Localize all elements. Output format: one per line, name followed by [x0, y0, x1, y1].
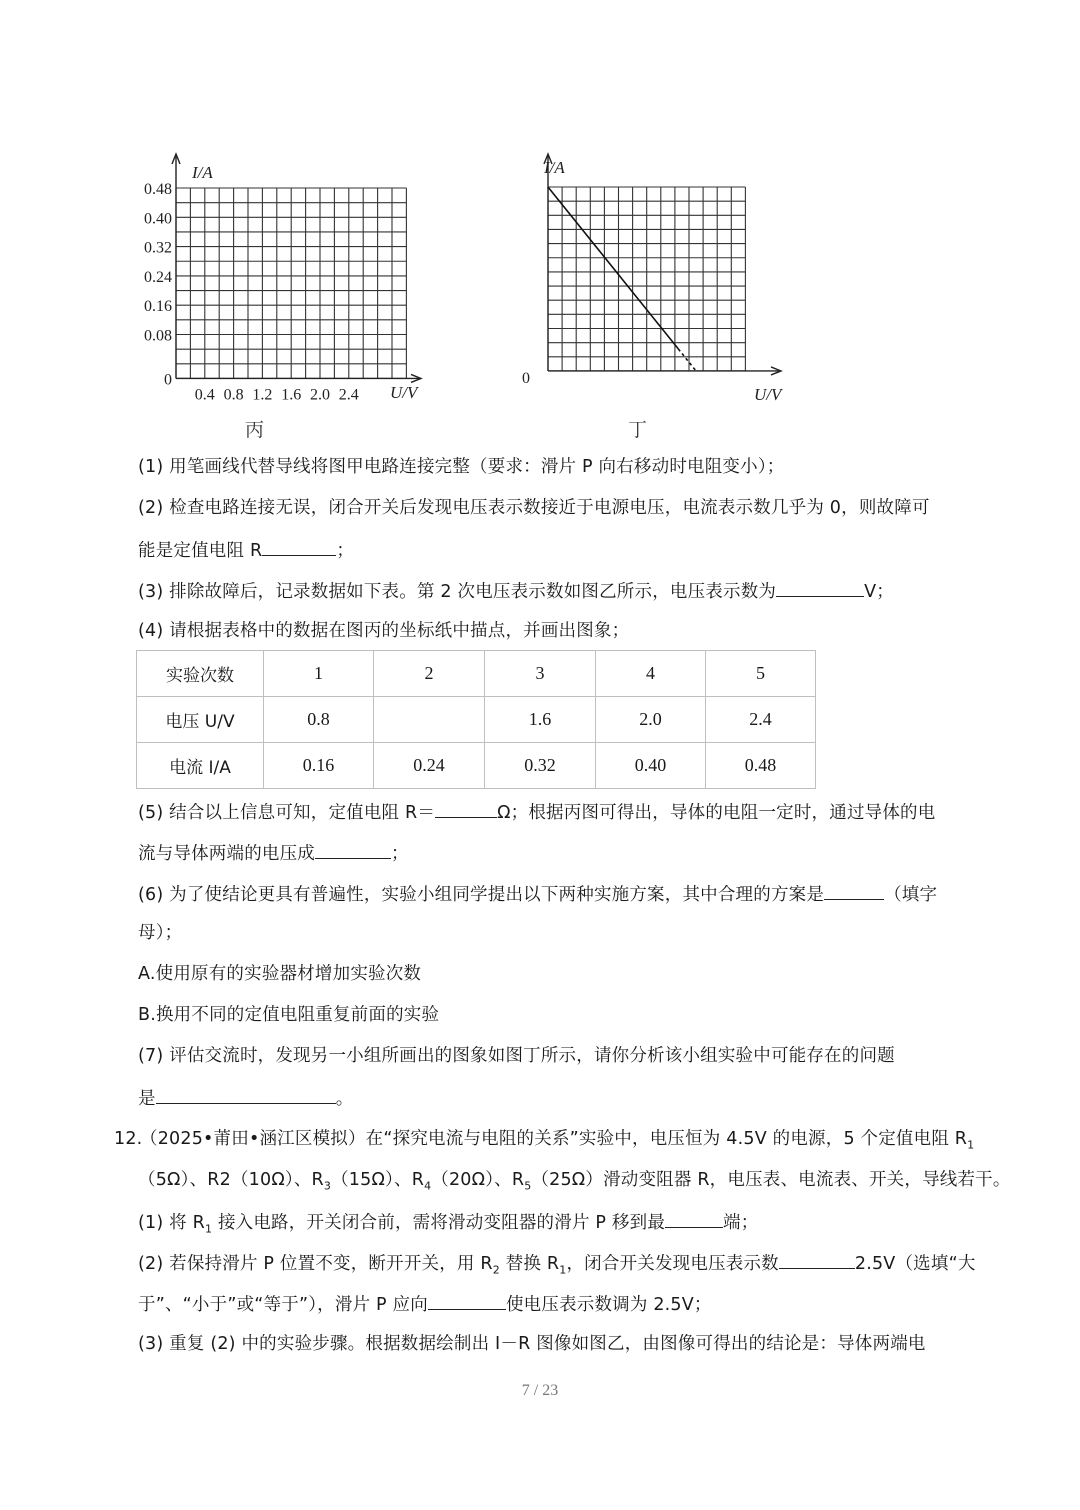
- y-tick-label: 0.32: [144, 239, 172, 257]
- subscript: 5: [524, 1179, 532, 1193]
- answer-blank-fault[interactable]: [262, 537, 336, 556]
- answer-blank-resistance[interactable]: [435, 799, 497, 818]
- x-tick-label: 2.4: [338, 386, 359, 404]
- y-tick-label: 0.08: [144, 327, 172, 345]
- q12-part2-text: (2) 若保持滑片 P 位置不变，断开开关，用 R: [138, 1254, 493, 1274]
- origin-label: 0: [522, 369, 530, 387]
- graph-line: [548, 187, 678, 349]
- table-cell: 0.8: [264, 697, 374, 743]
- y-tick-label: 0: [164, 371, 172, 389]
- figure-bing-caption: 丙: [245, 419, 265, 441]
- graph-line-dashed: [678, 349, 696, 371]
- q11-option-b: B.换用不同的定值电阻重复前面的实验: [138, 1005, 440, 1025]
- q11-part2-line1: (2) 检查电路连接无误，闭合开关后发现电压表示数接近于电源电压，电流表示数几乎为 0，则故障可: [138, 498, 930, 518]
- figure-ding-caption: 丁: [628, 419, 648, 441]
- q12-stem-text2: （5Ω）、R2（10Ω）、R: [138, 1170, 324, 1190]
- y-axis-label: I/A: [192, 163, 213, 182]
- subscript: 2: [492, 1263, 500, 1277]
- graph-paper-bing: [128, 150, 438, 410]
- q11-part5-line1: [138, 799, 935, 825]
- q12-part2-text3: ，闭合开关发现电压表示数: [566, 1254, 779, 1274]
- q11-part4: (4) 请根据表格中的数据在图丙的坐标纸中描点，并画出图象；: [138, 621, 630, 641]
- q11-part6-line2: 母）；: [138, 923, 183, 943]
- subscript: 1: [967, 1138, 975, 1152]
- q12-part2-text2: 替换 R: [499, 1254, 560, 1274]
- x-axis-label: U/V: [390, 383, 418, 402]
- q11-part6-text: (6) 为了使结论更具有普遍性，实验小组同学提出以下两种实施方案，其中合理的方案是: [138, 885, 825, 905]
- x-axis-label: U/V: [754, 385, 782, 404]
- table-cell: 0.24: [374, 743, 485, 789]
- q12-stem-text5: （25Ω）滑动变阻器 R，电压表、电流表、开关，导线若干。: [531, 1170, 1011, 1190]
- q12-stem-line2: [138, 1168, 1011, 1199]
- q11-part2-end: ；: [336, 541, 355, 561]
- x-tick-label: 1.6: [281, 386, 302, 404]
- table-cell: 0.16: [264, 743, 374, 789]
- q11-part5-mid: Ω；根据丙图可得出，导体的电阻一定时，通过导体的电: [497, 803, 936, 823]
- x-tick-label: 1.2: [252, 386, 273, 404]
- answer-blank-scheme[interactable]: [824, 881, 884, 900]
- q11-part3-text: (3) 排除故障后，记录数据如下表。第 2 次电压表示数如图乙所示，电压表示数为: [138, 582, 777, 602]
- q11-part1: (1) 用笔画线代替导线将图甲电路连接完整（要求：滑片 P 向右移动时电阻变小）；: [138, 457, 785, 477]
- q12-stem-text: （2025•莆田•涵江区模拟）在“探究电流与电阻的关系”实验中，电压恒为 4.5V 的电源，5 个定值电阻 R: [140, 1129, 968, 1149]
- q12-number: 12.: [114, 1129, 143, 1149]
- q12-part1-text: (1) 将 R: [138, 1213, 205, 1233]
- table-row-voltage: [137, 697, 816, 743]
- graph-paper-ding: [510, 150, 800, 410]
- table-cell: 电压 U/V: [137, 697, 264, 743]
- table-cell: 2.4: [706, 697, 816, 743]
- q11-part2-text: 能是定值电阻 R: [138, 541, 263, 561]
- q12-part2-end: 2.5V（选填“大: [854, 1254, 976, 1274]
- page-number: 7 / 23: [521, 1382, 559, 1399]
- table-cell: [374, 697, 485, 743]
- subscript: 1: [559, 1263, 567, 1277]
- table-cell: 0.48: [706, 743, 816, 789]
- answer-blank-proportion[interactable]: [315, 840, 391, 859]
- subscript: 3: [323, 1179, 332, 1193]
- q11-part3: [138, 578, 894, 604]
- table-row-header: [137, 651, 816, 697]
- q11-part2-line2: [138, 537, 354, 563]
- q11-part5-line2: [138, 840, 409, 866]
- q12-stem-text4: （20Ω）、R: [431, 1170, 525, 1190]
- figure-bing-graph: [128, 150, 438, 410]
- y-axis-label: I/A: [544, 158, 565, 177]
- y-tick-label: 0.24: [144, 268, 172, 286]
- q11-part6-end: （填字: [884, 885, 938, 905]
- q11-option-a: A.使用原有的实验器材增加实验次数: [138, 964, 422, 984]
- answer-blank-compare[interactable]: [779, 1250, 855, 1269]
- y-tick-label: 0.16: [144, 298, 172, 316]
- answer-blank-direction[interactable]: [428, 1291, 506, 1310]
- q11-part7-line2: [138, 1085, 353, 1111]
- table-cell: 1.6: [485, 697, 596, 743]
- q12-part3: (3) 重复 (2) 中的实验步骤。根据数据绘制出 I－R 图像如图乙，由图像可得出的结论是：导体两端电: [138, 1334, 926, 1354]
- table-cell: 1: [264, 651, 374, 697]
- q11-part3-end: V；: [864, 582, 894, 602]
- q12-part1: [138, 1209, 758, 1242]
- subscript: 4: [424, 1179, 432, 1193]
- x-tick-label: 2.0: [310, 386, 330, 404]
- answer-blank-voltage[interactable]: [776, 578, 864, 597]
- y-tick-label: 0.40: [144, 210, 172, 228]
- q11-part7-line1: (7) 评估交流时，发现另一小组所画出的图象如图丁所示，请你分析该小组实验中可能存在的问题: [138, 1046, 895, 1066]
- q11-part5-text: (5) 结合以上信息可知，定值电阻 R＝: [138, 803, 436, 823]
- x-tick-label: 0.8: [223, 386, 244, 404]
- q11-part5-end: ；: [391, 844, 409, 864]
- table-cell: 2.0: [596, 697, 706, 743]
- table-row-current: [137, 743, 816, 789]
- table-cell: 0.40: [596, 743, 706, 789]
- q11-part7-text: 是: [138, 1089, 156, 1109]
- table-cell: 5: [706, 651, 816, 697]
- q12-part2-line2: [138, 1291, 712, 1317]
- table-cell: 4: [596, 651, 706, 697]
- x-tick-label: 0.4: [194, 386, 215, 404]
- table-cell: 实验次数: [137, 651, 264, 697]
- q12-stem-line1: [140, 1127, 974, 1158]
- q12-part1-end: 端；: [723, 1213, 759, 1233]
- table-cell: 0.32: [485, 743, 596, 789]
- q11-part6-line1: [138, 881, 937, 907]
- q12-part2-text4: 于”、“小于”或“等于”），滑片 P 应向: [138, 1295, 428, 1315]
- q11-part5-text2: 流与导体两端的电压成: [138, 844, 315, 864]
- table-cell: 2: [374, 651, 485, 697]
- q12-part2-line1: [138, 1250, 976, 1283]
- table-cell: 3: [485, 651, 596, 697]
- q12-part1-text2: 接入电路，开关闭合前，需将滑动变阻器的滑片 P 移到最: [212, 1213, 666, 1233]
- q12-part2-end2: 使电压表示数调为 2.5V；: [505, 1295, 712, 1315]
- y-tick-label: 0.48: [144, 181, 172, 198]
- data-table: [136, 650, 816, 789]
- table-cell: 电流 I/A: [137, 743, 264, 789]
- figure-ding-graph: [510, 150, 800, 410]
- answer-blank-problem[interactable]: [156, 1085, 336, 1104]
- subscript: 1: [204, 1222, 213, 1236]
- answer-blank-end[interactable]: [665, 1209, 723, 1228]
- q12-stem-text3: （15Ω）、R: [331, 1170, 425, 1190]
- q11-part7-end: 。: [335, 1089, 354, 1109]
